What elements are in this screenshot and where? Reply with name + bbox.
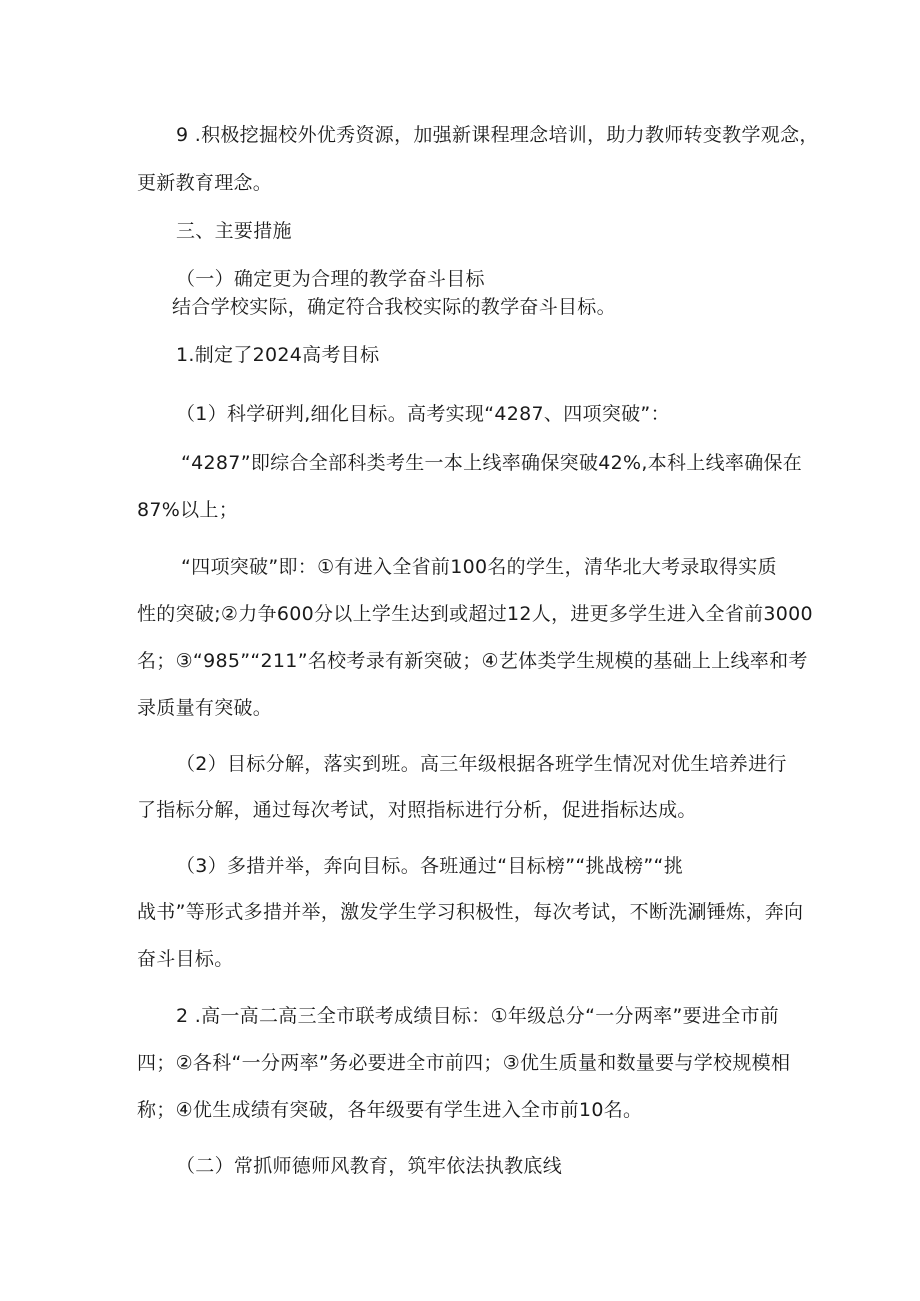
item-heading: 1.制定了2024高考目标 xyxy=(176,344,380,366)
text-line: “四项突破”即：①有进入全省前100名的学生，清华北大考录取得实质 xyxy=(181,556,777,578)
text-line: 结合学校实际，确定符合我校实际的教学奋斗目标。 xyxy=(172,296,616,318)
subsection-heading: （二）常抓师德师风教育，筑牢依法执教底线 xyxy=(176,1155,563,1177)
item-heading: 2 .高一高二高三全市联考成绩目标：①年级总分“一分两率”要进全市前 xyxy=(176,1005,780,1027)
text-line: “4287”即综合全部科类考生一本上线率确保突破42%,本科上线率确保在 xyxy=(181,452,803,474)
text-line: 性的突破;②力争600分以上学生达到或超过12人，进更多学生进入全省前3000 xyxy=(137,603,813,625)
text-line: 四；②各科“一分两率”务必要进全市前四；③优生质量和数量要与学校规模相 xyxy=(137,1052,791,1074)
text-line: 奋斗目标。 xyxy=(137,948,234,970)
text-line: 9 .积极挖掘校外优秀资源，加强新课程理念培训，助力教师转变教学观念， xyxy=(176,124,819,146)
text-line: 更新教育理念。 xyxy=(137,172,273,194)
text-line: （1）科学研判,细化目标。高考实现“4287、四项突破”： xyxy=(176,403,670,425)
text-line: （2）目标分解，落实到班。高三年级根据各班学生情况对优生培养进行 xyxy=(176,753,787,775)
text-line: 87%以上； xyxy=(137,499,239,521)
text-line: 了指标分解，通过每次考试，对照指标进行分析，促进指标达成。 xyxy=(137,799,697,821)
section-heading: 三、主要措施 xyxy=(176,220,292,242)
text-line: 名；③“985”“211”名校考录有新突破；④艺体类学生规模的基础上上线率和考 xyxy=(137,650,808,672)
text-line: 录质量有突破。 xyxy=(137,697,273,719)
subsection-heading: （一）确定更为合理的教学奋斗目标 xyxy=(176,268,485,290)
text-line: （3）多措并举，奔向目标。各班通过“目标榜”“挑战榜”“挑 xyxy=(176,855,684,877)
text-line: 战书”等形式多措并举，激发学生学习积极性，每次考试，不断洗涮锤炼，奔向 xyxy=(137,901,804,923)
text-line: 称；④优生成绩有突破，各年级要有学生进入全市前10名。 xyxy=(137,1099,643,1121)
